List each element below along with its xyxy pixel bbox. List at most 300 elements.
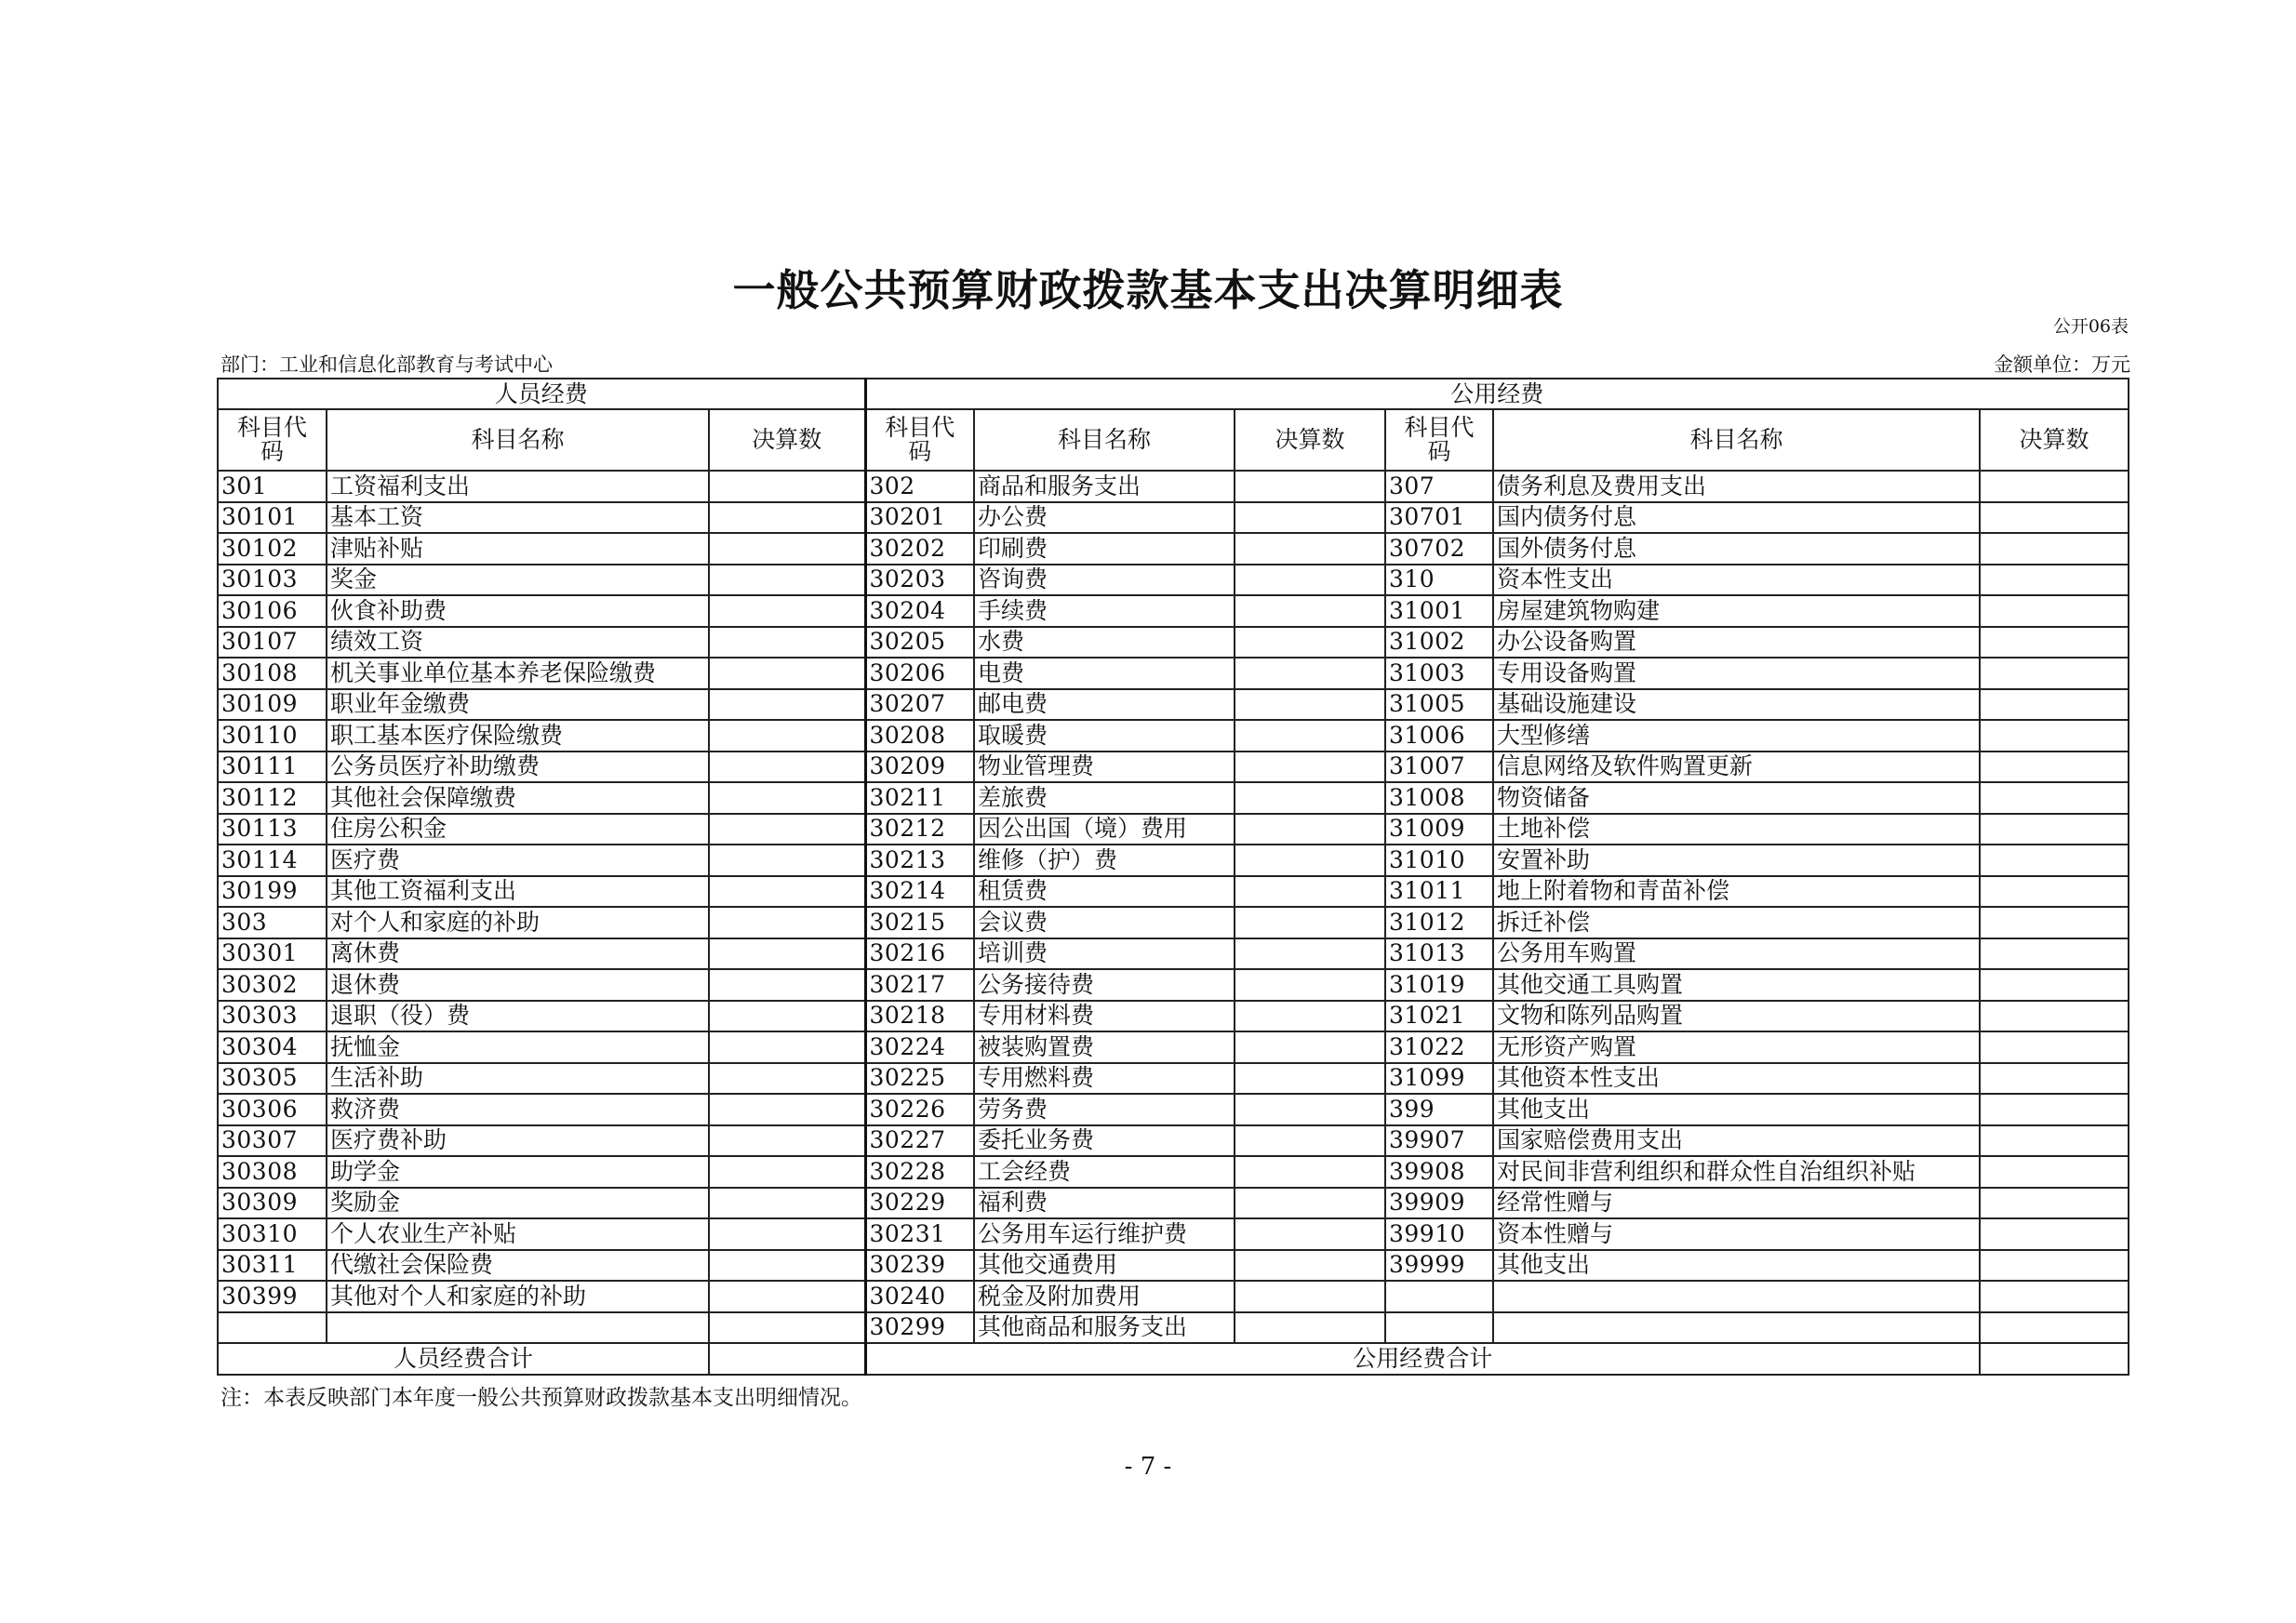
subject-name: 机关事业单位基本养老保险缴费 [327, 658, 709, 689]
amount-cell [1235, 658, 1385, 689]
subject-code: 31008 [1385, 782, 1493, 814]
subject-name: 物业管理费 [974, 752, 1235, 783]
amount-cell [709, 471, 865, 502]
subject-code: 30309 [218, 1188, 327, 1219]
amount-cell [709, 845, 865, 876]
subject-code [1385, 1281, 1493, 1312]
table-row [218, 720, 2129, 752]
subject-code: 39910 [1385, 1218, 1493, 1250]
amount-cell [709, 1031, 865, 1063]
table-row [218, 1218, 2129, 1250]
amount-cell [709, 627, 865, 659]
subject-code: 30209 [865, 752, 974, 783]
form-number: 公开06表 [2052, 316, 2129, 337]
subject-code: 30113 [218, 814, 327, 845]
unit-label: 金额单位：万元 [1994, 353, 2130, 376]
amount-cell [1235, 689, 1385, 721]
table-row [218, 1125, 2129, 1157]
amount-cell [709, 1156, 865, 1188]
subject-name: 经常性赠与 [1493, 1188, 1980, 1219]
subject-name: 印刷费 [974, 533, 1235, 565]
amount-cell [1235, 1125, 1385, 1157]
subject-name: 大型修缮 [1493, 720, 1980, 752]
subject-name: 绩效工资 [327, 627, 709, 659]
subject-code: 30211 [865, 782, 974, 814]
subject-name: 国外债务付息 [1493, 533, 1980, 565]
subject-code: 39909 [1385, 1188, 1493, 1219]
subject-name: 生活补助 [327, 1063, 709, 1095]
personnel-total-amount [709, 1343, 865, 1375]
table-row [218, 782, 2129, 814]
amount-cell [709, 876, 865, 908]
subject-code: 30231 [865, 1218, 974, 1250]
subject-name: 住房公积金 [327, 814, 709, 845]
public-total-amount [1980, 1343, 2129, 1375]
table-row [218, 752, 2129, 783]
amount-cell [1980, 845, 2129, 876]
amount-cell [1235, 533, 1385, 565]
subject-code: 30216 [865, 938, 974, 970]
table-row [218, 1063, 2129, 1095]
subject-name: 退职（役）费 [327, 1001, 709, 1032]
subject-name: 咨询费 [974, 565, 1235, 596]
subject-name: 奖励金 [327, 1188, 709, 1219]
amount-cell [1980, 627, 2129, 659]
subject-code: 30310 [218, 1218, 327, 1250]
subject-code: 31007 [1385, 752, 1493, 783]
header-amount: 决算数 [1235, 409, 1385, 471]
amount-cell [1235, 814, 1385, 845]
subject-code: 30399 [218, 1281, 327, 1312]
amount-cell [709, 1094, 865, 1125]
amount-cell [1980, 1156, 2129, 1188]
subject-name: 水费 [974, 627, 1235, 659]
subject-name: 公务用车购置 [1493, 938, 1980, 970]
header-name: 科目名称 [1493, 409, 1980, 471]
amount-cell [709, 752, 865, 783]
table-row [218, 907, 2129, 938]
footnote: 注：本表反映部门本年度一般公共预算财政拨款基本支出明细情况。 [220, 1386, 862, 1410]
subject-name: 文物和陈列品购置 [1493, 1001, 1980, 1032]
subject-name: 债务利息及费用支出 [1493, 471, 1980, 502]
subject-code: 30205 [865, 627, 974, 659]
header-row-columns [218, 409, 2129, 471]
amount-cell [709, 814, 865, 845]
amount-cell [1980, 969, 2129, 1001]
amount-cell [709, 720, 865, 752]
subject-code: 30227 [865, 1125, 974, 1157]
header-public: 公用经费 [865, 379, 2129, 409]
subject-name: 商品和服务支出 [974, 471, 1235, 502]
subject-name: 委托业务费 [974, 1125, 1235, 1157]
subject-code: 39999 [1385, 1250, 1493, 1282]
subject-code: 30106 [218, 595, 327, 627]
amount-cell [1235, 845, 1385, 876]
amount-cell [1980, 752, 2129, 783]
table-row [218, 471, 2129, 502]
subject-code: 31011 [1385, 876, 1493, 908]
subject-code: 301 [218, 471, 327, 502]
amount-cell [709, 533, 865, 565]
subject-code: 30208 [865, 720, 974, 752]
subject-name: 对民间非营利组织和群众性自治组织补贴 [1493, 1156, 1980, 1188]
header-name: 科目名称 [327, 409, 709, 471]
subject-name: 会议费 [974, 907, 1235, 938]
subject-name: 国家赔偿费用支出 [1493, 1125, 1980, 1157]
amount-cell [1235, 907, 1385, 938]
amount-cell [1235, 565, 1385, 596]
subject-code: 30203 [865, 565, 974, 596]
amount-cell [1235, 595, 1385, 627]
subject-name: 房屋建筑物购建 [1493, 595, 1980, 627]
subject-name: 医疗费 [327, 845, 709, 876]
subject-code: 30301 [218, 938, 327, 970]
amount-cell [1980, 689, 2129, 721]
subject-code: 30302 [218, 969, 327, 1001]
subject-code: 30218 [865, 1001, 974, 1032]
amount-cell [709, 1281, 865, 1312]
subject-name: 其他支出 [1493, 1094, 1980, 1125]
subject-name: 安置补助 [1493, 845, 1980, 876]
subject-code: 39907 [1385, 1125, 1493, 1157]
subject-code: 31005 [1385, 689, 1493, 721]
subject-name: 代缴社会保险费 [327, 1250, 709, 1282]
amount-cell [709, 1063, 865, 1095]
subject-name: 拆迁补偿 [1493, 907, 1980, 938]
amount-cell [709, 938, 865, 970]
amount-cell [1235, 720, 1385, 752]
subject-name: 伙食补助费 [327, 595, 709, 627]
subject-code: 30307 [218, 1125, 327, 1157]
subject-code: 30228 [865, 1156, 974, 1188]
amount-cell [1235, 1063, 1385, 1095]
subject-code: 30299 [865, 1312, 974, 1344]
subject-code: 31022 [1385, 1031, 1493, 1063]
amount-cell [1235, 627, 1385, 659]
subject-name: 土地补偿 [1493, 814, 1980, 845]
subject-name [1493, 1312, 1980, 1344]
amount-cell [709, 689, 865, 721]
table-row [218, 1312, 2129, 1344]
amount-cell [1980, 471, 2129, 502]
amount-cell [1980, 533, 2129, 565]
table-row [218, 1156, 2129, 1188]
subject-name: 差旅费 [974, 782, 1235, 814]
amount-cell [1980, 907, 2129, 938]
subject-name: 其他工资福利支出 [327, 876, 709, 908]
subject-name: 其他商品和服务支出 [974, 1312, 1235, 1344]
amount-cell [1235, 752, 1385, 783]
subject-code: 39908 [1385, 1156, 1493, 1188]
subject-code: 30308 [218, 1156, 327, 1188]
subject-name: 公务接待费 [974, 969, 1235, 1001]
table-row [218, 845, 2129, 876]
subject-name: 公务用车运行维护费 [974, 1218, 1235, 1250]
amount-cell [1980, 938, 2129, 970]
table-row [218, 533, 2129, 565]
amount-cell [709, 1125, 865, 1157]
amount-cell [1235, 1281, 1385, 1312]
amount-cell [1980, 1001, 2129, 1032]
amount-cell [709, 907, 865, 938]
subject-name [1493, 1281, 1980, 1312]
subject-code: 30110 [218, 720, 327, 752]
subject-name: 无形资产购置 [1493, 1031, 1980, 1063]
subject-code: 307 [1385, 471, 1493, 502]
subject-code: 30103 [218, 565, 327, 596]
subject-name: 工资福利支出 [327, 471, 709, 502]
subject-name: 其他对个人和家庭的补助 [327, 1281, 709, 1312]
subject-code: 30107 [218, 627, 327, 659]
subject-code: 30304 [218, 1031, 327, 1063]
subject-code: 30229 [865, 1188, 974, 1219]
subject-code: 31010 [1385, 845, 1493, 876]
subject-name: 其他资本性支出 [1493, 1063, 1980, 1095]
amount-cell [709, 595, 865, 627]
subject-name: 被装购置费 [974, 1031, 1235, 1063]
amount-cell [1980, 1094, 2129, 1125]
subject-code: 30202 [865, 533, 974, 565]
subject-name: 退休费 [327, 969, 709, 1001]
subject-name: 邮电费 [974, 689, 1235, 721]
subject-code: 31099 [1385, 1063, 1493, 1095]
amount-cell [1235, 782, 1385, 814]
amount-cell [709, 658, 865, 689]
table-row [218, 1094, 2129, 1125]
table-row [218, 565, 2129, 596]
table-row [218, 595, 2129, 627]
page-title: 一般公共预算财政拨款基本支出决算明细表 [732, 265, 1564, 315]
amount-cell [709, 969, 865, 1001]
table-row [218, 876, 2129, 908]
amount-cell [1980, 1125, 2129, 1157]
subject-name: 维修（护）费 [974, 845, 1235, 876]
amount-cell [1235, 1188, 1385, 1219]
subject-code: 303 [218, 907, 327, 938]
subject-code: 30204 [865, 595, 974, 627]
subject-code: 30109 [218, 689, 327, 721]
amount-cell [1235, 1156, 1385, 1188]
amount-cell [709, 1312, 865, 1344]
subject-code: 31021 [1385, 1001, 1493, 1032]
amount-cell [709, 1250, 865, 1282]
subject-name: 基本工资 [327, 502, 709, 534]
subject-code: 30226 [865, 1094, 974, 1125]
table-row [218, 1001, 2129, 1032]
subject-name: 公务员医疗补助缴费 [327, 752, 709, 783]
header-code: 科目代码 [218, 409, 327, 471]
amount-cell [1235, 1218, 1385, 1250]
subject-name: 资本性支出 [1493, 565, 1980, 596]
subject-name: 资本性赠与 [1493, 1218, 1980, 1250]
subject-name: 信息网络及软件购置更新 [1493, 752, 1980, 783]
subject-code: 30213 [865, 845, 974, 876]
amount-cell [1980, 1218, 2129, 1250]
subject-code: 30201 [865, 502, 974, 534]
subject-code [218, 1312, 327, 1344]
table-row [218, 502, 2129, 534]
subject-code: 30215 [865, 907, 974, 938]
amount-cell [1980, 658, 2129, 689]
amount-cell [1980, 782, 2129, 814]
subject-code: 30225 [865, 1063, 974, 1095]
page-number: - 7 - [1124, 1453, 1172, 1481]
subject-name: 物资储备 [1493, 782, 1980, 814]
amount-cell [1235, 1250, 1385, 1282]
amount-cell [1235, 876, 1385, 908]
header-name: 科目名称 [974, 409, 1235, 471]
subject-name: 办公费 [974, 502, 1235, 534]
subject-name: 其他交通工具购置 [1493, 969, 1980, 1001]
header-code: 科目代码 [1385, 409, 1493, 471]
table-row [218, 938, 2129, 970]
subject-code: 30303 [218, 1001, 327, 1032]
subject-name: 取暖费 [974, 720, 1235, 752]
amount-cell [709, 565, 865, 596]
header-row-groups [218, 379, 2129, 409]
subject-code: 30240 [865, 1281, 974, 1312]
amount-cell [1980, 1031, 2129, 1063]
table-row [218, 1188, 2129, 1219]
subject-name: 电费 [974, 658, 1235, 689]
amount-cell [1235, 502, 1385, 534]
subject-code: 310 [1385, 565, 1493, 596]
subject-name: 其他支出 [1493, 1250, 1980, 1282]
amount-cell [1235, 1001, 1385, 1032]
table-row [218, 814, 2129, 845]
subject-code: 30217 [865, 969, 974, 1001]
amount-cell [1235, 938, 1385, 970]
subject-name: 劳务费 [974, 1094, 1235, 1125]
amount-cell [1980, 565, 2129, 596]
header-code: 科目代码 [865, 409, 974, 471]
table-row [218, 1281, 2129, 1312]
subject-code: 30114 [218, 845, 327, 876]
subject-name: 职业年金缴费 [327, 689, 709, 721]
subject-name: 专用燃料费 [974, 1063, 1235, 1095]
subject-name: 医疗费补助 [327, 1125, 709, 1157]
subject-name: 其他社会保障缴费 [327, 782, 709, 814]
subject-code: 399 [1385, 1094, 1493, 1125]
subject-name: 奖金 [327, 565, 709, 596]
subject-code: 30108 [218, 658, 327, 689]
subject-code: 31013 [1385, 938, 1493, 970]
subject-code: 30111 [218, 752, 327, 783]
subject-code: 30214 [865, 876, 974, 908]
amount-cell [1980, 876, 2129, 908]
subject-code: 30305 [218, 1063, 327, 1095]
subject-code: 30701 [1385, 502, 1493, 534]
subject-code: 30239 [865, 1250, 974, 1282]
subject-name: 专用材料费 [974, 1001, 1235, 1032]
subject-code: 30206 [865, 658, 974, 689]
subject-name: 抚恤金 [327, 1031, 709, 1063]
amount-cell [1980, 814, 2129, 845]
subject-code: 30112 [218, 782, 327, 814]
amount-cell [1980, 1312, 2129, 1344]
amount-cell [1980, 1250, 2129, 1282]
amount-cell [1980, 1188, 2129, 1219]
header-amount: 决算数 [1980, 409, 2129, 471]
subject-name: 津贴补贴 [327, 533, 709, 565]
subject-code: 30311 [218, 1250, 327, 1282]
subject-code: 31009 [1385, 814, 1493, 845]
amount-cell [1980, 502, 2129, 534]
table-row [218, 689, 2129, 721]
totals-row [218, 1343, 2129, 1375]
amount-cell [709, 782, 865, 814]
subject-name: 办公设备购置 [1493, 627, 1980, 659]
subject-code: 30102 [218, 533, 327, 565]
subject-name: 基础设施建设 [1493, 689, 1980, 721]
subject-name: 救济费 [327, 1094, 709, 1125]
amount-cell [1235, 471, 1385, 502]
amount-cell [1980, 1281, 2129, 1312]
amount-cell [1980, 1063, 2129, 1095]
header-personnel: 人员经费 [218, 379, 865, 409]
subject-name: 租赁费 [974, 876, 1235, 908]
subject-code: 31006 [1385, 720, 1493, 752]
table-row [218, 658, 2129, 689]
subject-code: 30702 [1385, 533, 1493, 565]
subject-code: 30101 [218, 502, 327, 534]
subject-code [1385, 1312, 1493, 1344]
subject-code: 30224 [865, 1031, 974, 1063]
amount-cell [709, 502, 865, 534]
subject-code: 30207 [865, 689, 974, 721]
subject-code: 31003 [1385, 658, 1493, 689]
subject-name [327, 1312, 709, 1344]
subject-name: 国内债务付息 [1493, 502, 1980, 534]
public-total-label: 公用经费合计 [865, 1343, 1980, 1375]
subject-code: 31002 [1385, 627, 1493, 659]
amount-cell [1980, 595, 2129, 627]
subject-code: 302 [865, 471, 974, 502]
header-amount: 决算数 [709, 409, 865, 471]
subject-name: 福利费 [974, 1188, 1235, 1219]
amount-cell [1235, 1031, 1385, 1063]
personnel-total-label: 人员经费合计 [218, 1343, 709, 1375]
subject-name: 助学金 [327, 1156, 709, 1188]
subject-name: 专用设备购置 [1493, 658, 1980, 689]
subject-name: 职工基本医疗保险缴费 [327, 720, 709, 752]
amount-cell [709, 1001, 865, 1032]
subject-code: 31012 [1385, 907, 1493, 938]
amount-cell [1235, 1312, 1385, 1344]
subject-name: 手续费 [974, 595, 1235, 627]
table-row [218, 627, 2129, 659]
amount-cell [1235, 969, 1385, 1001]
department-label: 部门：工业和信息化部教育与考试中心 [220, 353, 553, 376]
subject-name: 税金及附加费用 [974, 1281, 1235, 1312]
table-row [218, 1250, 2129, 1282]
subject-name: 地上附着物和青苗补偿 [1493, 876, 1980, 908]
subject-code: 31001 [1385, 595, 1493, 627]
table-row [218, 969, 2129, 1001]
subject-code: 30212 [865, 814, 974, 845]
subject-code: 31019 [1385, 969, 1493, 1001]
subject-code: 30199 [218, 876, 327, 908]
subject-name: 工会经费 [974, 1156, 1235, 1188]
subject-name: 因公出国（境）费用 [974, 814, 1235, 845]
subject-code: 30306 [218, 1094, 327, 1125]
amount-cell [1235, 1094, 1385, 1125]
subject-name: 离休费 [327, 938, 709, 970]
table-row [218, 1031, 2129, 1063]
subject-name: 个人农业生产补贴 [327, 1218, 709, 1250]
subject-name: 培训费 [974, 938, 1235, 970]
amount-cell [709, 1218, 865, 1250]
